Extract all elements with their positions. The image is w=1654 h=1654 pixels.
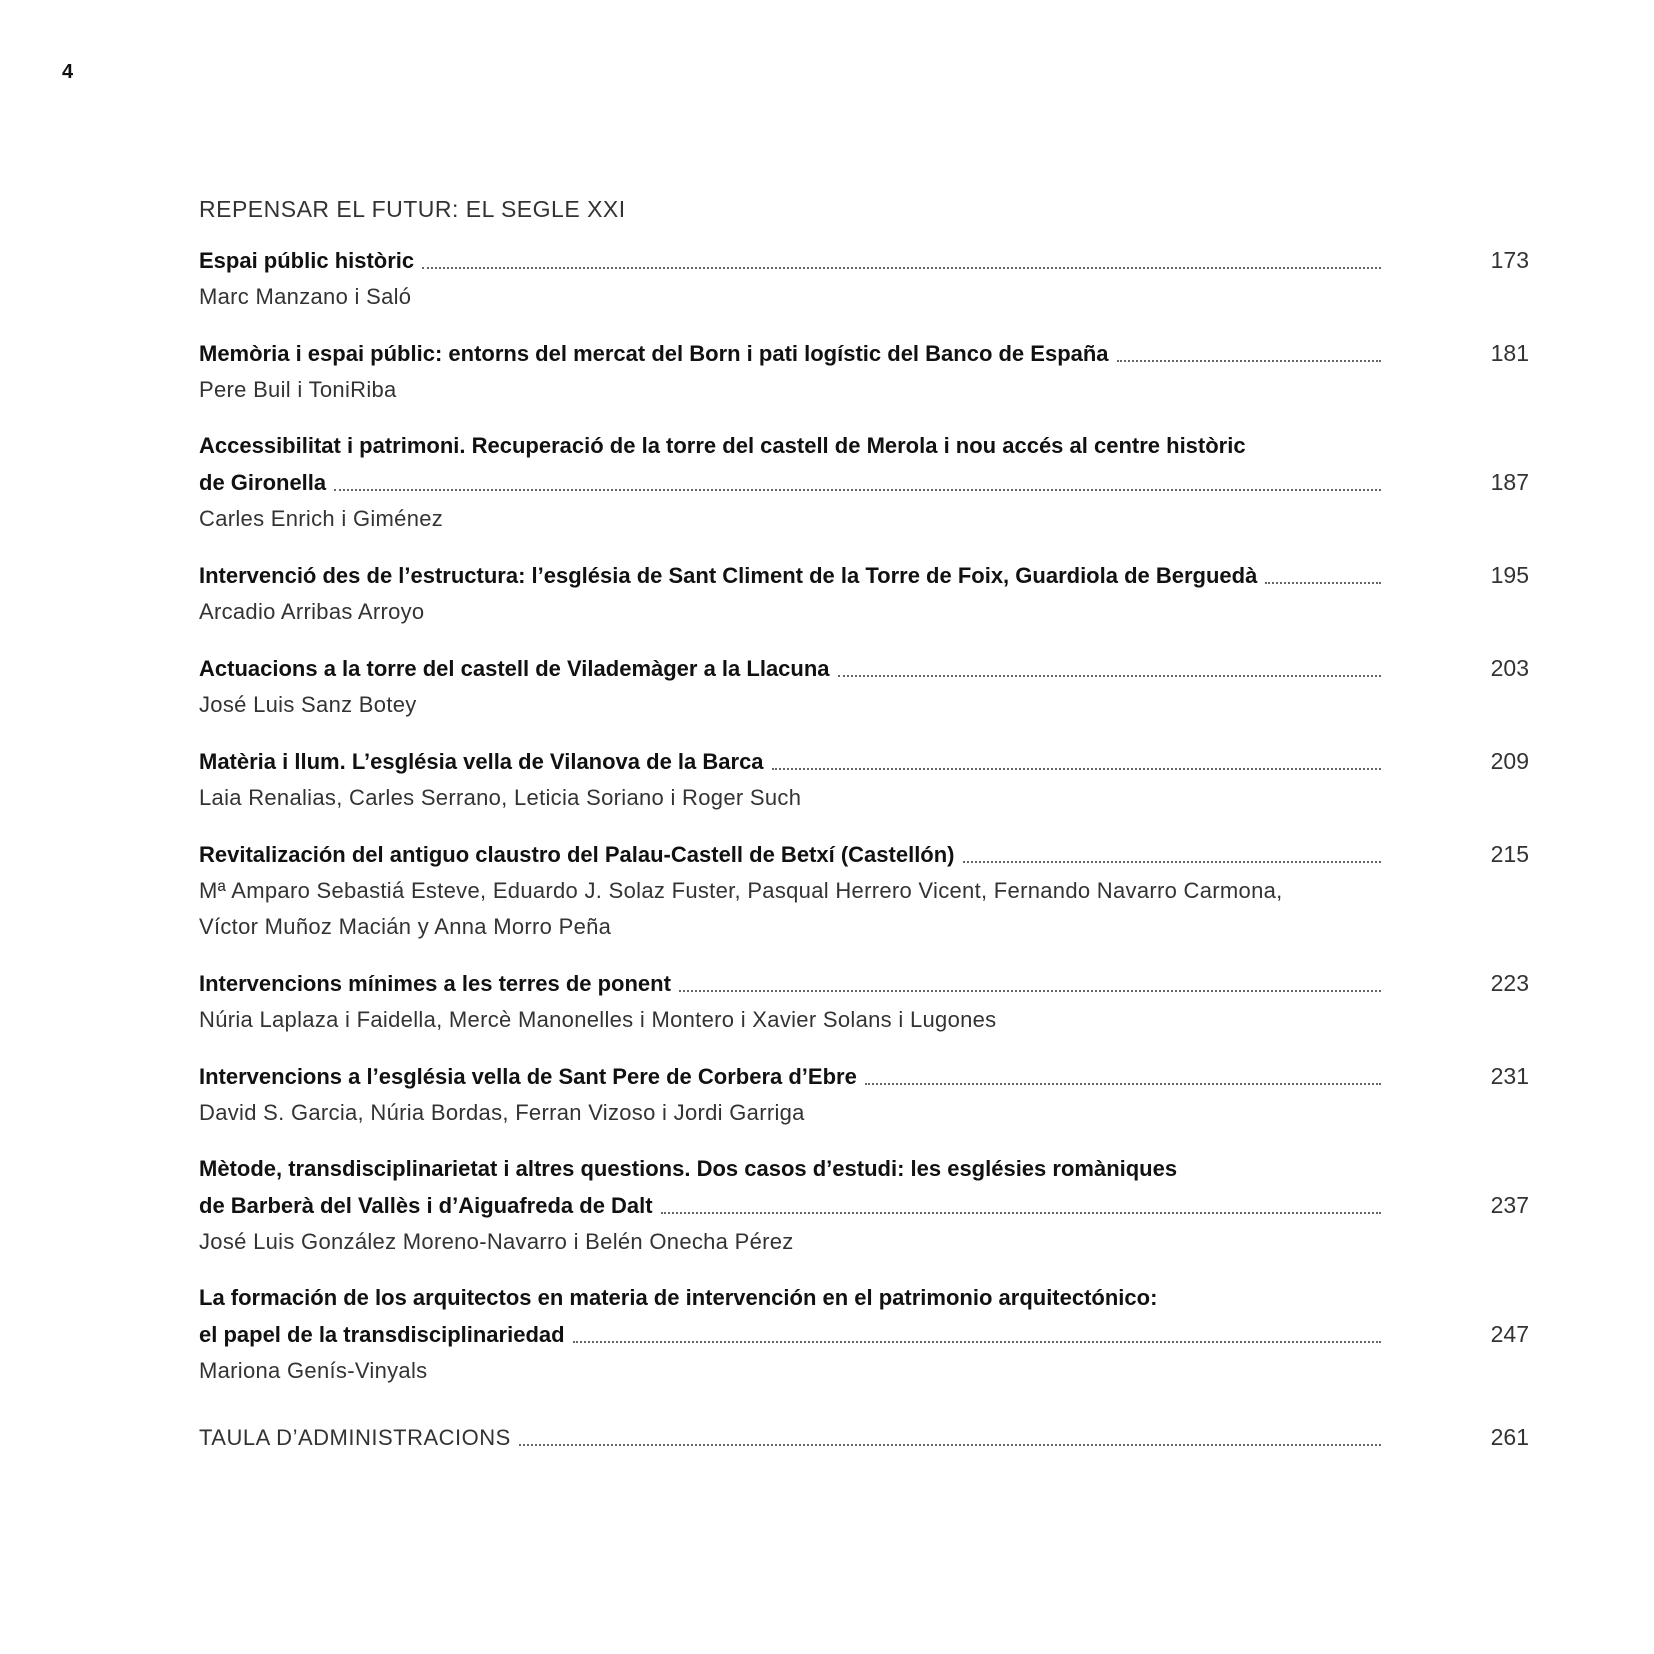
toc-entry[interactable] (199, 836, 1529, 945)
dot-leader (334, 489, 1381, 491)
page-reference: 237 (1490, 1192, 1529, 1218)
toc-entry[interactable] (199, 1058, 1529, 1131)
toc-entry[interactable] (199, 965, 1529, 1038)
title-line (199, 1419, 1529, 1456)
title-line (199, 743, 1529, 780)
toc-entry[interactable] (199, 1280, 1529, 1389)
title-line (199, 1187, 1529, 1224)
dot-leader (661, 1212, 1381, 1214)
page-reference: 247 (1490, 1321, 1529, 1347)
entry-title: Memòria i espai públic: entorns del mercat del Born i pati logístic del Banco de España (199, 341, 1109, 366)
dot-leader (679, 990, 1381, 992)
section-heading: REPENSAR EL FUTUR: EL SEGLE XXI (199, 196, 626, 222)
page-reference: 261 (1490, 1424, 1529, 1450)
entry-authors: Carles Enrich i Giménez (199, 506, 444, 531)
entry-title: Espai públic històric (199, 248, 415, 273)
entry-title: el papel de la transdisciplinariedad (199, 1322, 565, 1347)
title-with-leader (199, 336, 1381, 372)
title-line (199, 242, 1529, 279)
entry-title: Revitalización del antiguo claustro del Palau-Castell de Betxí (Castellón) (199, 842, 955, 867)
title-line (199, 836, 1529, 873)
entry-authors: David S. Garcia, Núria Bordas, Ferran Vizoso i Jordi Garriga (199, 1100, 805, 1125)
title-line (199, 335, 1529, 372)
entry-authors: Mariona Genís-Vinyals (199, 1358, 428, 1383)
dot-leader (573, 1341, 1381, 1343)
dot-leader (1265, 582, 1381, 584)
entry-authors: Víctor Muñoz Macián y Anna Morro Peña (199, 914, 612, 939)
toc-entry[interactable] (199, 650, 1529, 723)
page-reference: 173 (1490, 247, 1529, 273)
page-reference: 231 (1490, 1063, 1529, 1089)
toc-entries (199, 242, 1529, 1389)
page-reference: 223 (1490, 970, 1529, 996)
title-with-leader (199, 558, 1381, 594)
page-reference: 209 (1490, 748, 1529, 774)
dot-leader (838, 675, 1381, 677)
page-reference: 215 (1490, 841, 1529, 867)
table-of-contents (199, 192, 1529, 1476)
toc-entry[interactable] (199, 242, 1529, 315)
dot-leader (772, 768, 1381, 770)
title-with-leader (199, 243, 1381, 279)
page-reference: 195 (1490, 562, 1529, 588)
entry-title-first-line: La formación de los arquitectos en materia de intervención en el patrimonio arquitectónico: (199, 1285, 1158, 1310)
title-with-leader (199, 1420, 1381, 1456)
toc-entry[interactable] (199, 557, 1529, 630)
title-line (199, 464, 1529, 501)
title-with-leader (199, 465, 1381, 501)
entry-title: de Gironella (199, 470, 327, 495)
dot-leader (1117, 360, 1381, 362)
entry-authors: Mª Amparo Sebastiá Esteve, Eduardo J. Solaz Fuster, Pasqual Herrero Vicent, Fernando Navarro Carmona, (199, 878, 1283, 903)
entry-authors: Pere Buil i ToniRiba (199, 377, 397, 402)
title-with-leader (199, 1317, 1381, 1353)
page-number: 4 (62, 61, 74, 83)
title-with-leader (199, 1188, 1381, 1224)
dot-leader (422, 267, 1381, 269)
page-reference: 203 (1490, 655, 1529, 681)
title-with-leader (199, 651, 1381, 687)
entry-authors: Marc Manzano i Saló (199, 284, 412, 309)
entry-title: Matèria i llum. L’església vella de Vilanova de la Barca (199, 749, 764, 774)
entry-title: de Barberà del Vallès i d’Aiguafreda de Dalt (199, 1193, 653, 1218)
entry-title: Intervencions a l’església vella de Sant Pere de Corbera d’Ebre (199, 1064, 857, 1089)
entry-authors: Arcadio Arribas Arroyo (199, 599, 425, 624)
toc-entry[interactable] (199, 335, 1529, 408)
page-reference: 181 (1490, 340, 1529, 366)
toc-entry[interactable] (199, 743, 1529, 816)
dot-leader (519, 1444, 1381, 1446)
entry-authors: Núria Laplaza i Faidella, Mercè Manonelles i Montero i Xavier Solans i Lugones (199, 1007, 997, 1032)
title-line (199, 557, 1529, 594)
title-line (199, 650, 1529, 687)
dot-leader (865, 1083, 1381, 1085)
title-line (199, 965, 1529, 1002)
entry-authors: José Luis Sanz Botey (199, 692, 417, 717)
title-with-leader (199, 1059, 1381, 1095)
entry-authors: José Luis González Moreno-Navarro i Belén Onecha Pérez (199, 1229, 794, 1254)
toc-entry[interactable] (199, 1151, 1529, 1260)
title-line (199, 1058, 1529, 1095)
entry-title-first-line: Accessibilitat i patrimoni. Recuperació de la torre del castell de Merola i nou accés al centre històric (199, 433, 1246, 458)
title-with-leader (199, 966, 1381, 1002)
entry-title: Intervenció des de l’estructura: l’església de Sant Climent de la Torre de Foix, Guardiola de Berguedà (199, 563, 1258, 588)
entry-title: Actuacions a la torre del castell de Vilademàger a la Llacuna (199, 656, 830, 681)
entry-title: TAULA D’ADMINISTRACIONS (199, 1425, 511, 1450)
title-line (199, 1316, 1529, 1353)
entry-title-first-line: Mètode, transdisciplinarietat i altres questions. Dos casos d’estudi: les esglésies romàniques (199, 1156, 1178, 1181)
dot-leader (963, 861, 1381, 863)
page-reference: 187 (1490, 469, 1529, 495)
entry-authors: Laia Renalias, Carles Serrano, Leticia Soriano i Roger Such (199, 785, 802, 810)
toc-entry-administrations[interactable] (199, 1419, 1529, 1456)
title-with-leader (199, 744, 1381, 780)
entry-title: Intervencions mínimes a les terres de ponent (199, 971, 671, 996)
title-with-leader (199, 837, 1381, 873)
toc-entry[interactable] (199, 428, 1529, 537)
